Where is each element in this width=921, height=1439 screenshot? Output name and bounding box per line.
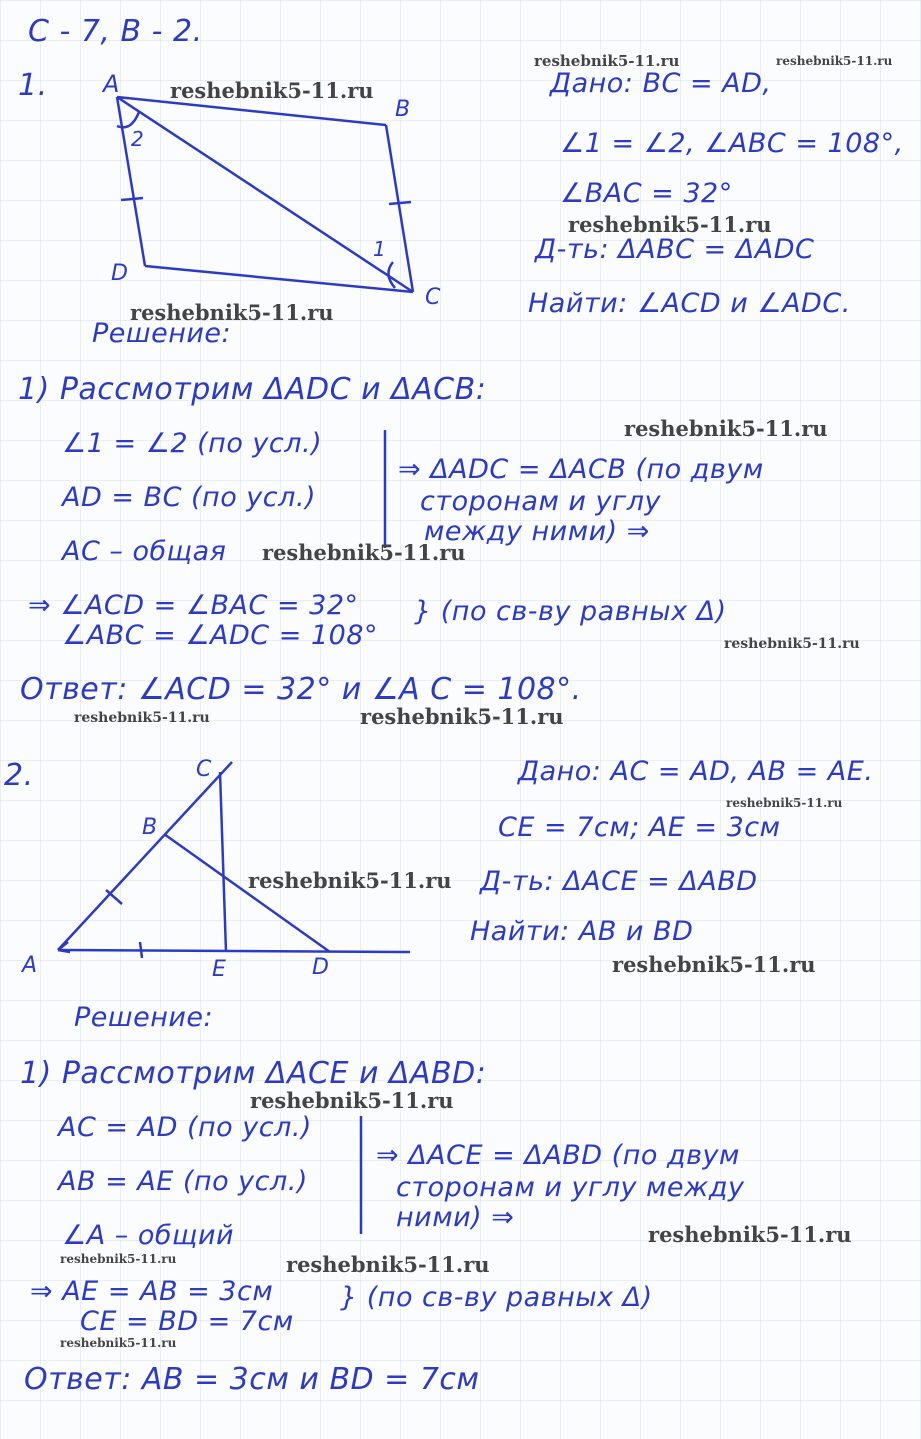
watermark-text: reshebnik5-11.ru <box>568 212 772 237</box>
watermark-text: reshebnik5-11.ru <box>74 710 210 726</box>
problem2-figure <box>18 750 418 980</box>
watermark-text: reshebnik5-11.ru <box>248 868 452 893</box>
watermark-text: reshebnik5-11.ru <box>534 52 680 70</box>
watermark-text: reshebnik5-11.ru <box>612 952 816 977</box>
p2-given-line2: СЕ = 7см; АЕ = 3см <box>498 812 781 843</box>
watermark-text: reshebnik5-11.ru <box>724 636 860 652</box>
p2-step1: 1) Рассмотрим ΔАСЕ и ΔАВD: <box>20 1056 487 1091</box>
angle-2-label: 2 <box>131 127 144 151</box>
vertex-c-label: С <box>196 757 212 782</box>
p1-answer: Ответ: ∠АСD = 32° и ∠А С = 108°. <box>20 672 582 707</box>
header-variant: С - 7, В - 2. <box>28 14 203 49</box>
p2-find: Найти: АВ и ВD <box>470 916 694 947</box>
vertex-b-label: В <box>142 815 158 840</box>
watermark-text: reshebnik5-11.ru <box>60 1336 177 1350</box>
p1-solution-title: Решение: <box>92 318 232 349</box>
vertex-d-label: D <box>312 955 329 980</box>
problem2-number: 2. <box>4 758 34 793</box>
vertex-c-label: С <box>425 285 441 310</box>
p2-answer: Ответ: АВ = 3см и ВD = 7см <box>24 1362 480 1397</box>
p1-given-title: Дано: ВС = АD, <box>550 68 772 99</box>
p1-concl3: между ними) ⇒ <box>424 516 650 547</box>
p2-given-title: Дано: АС = АD, АВ = АЕ. <box>518 756 874 787</box>
p1-res1: ⇒ ∠АСD = ∠ВАС = 32° <box>28 590 359 621</box>
p1-cond2: АD = ВС (по усл.) <box>62 482 316 513</box>
problem1-number: 1. <box>18 68 48 103</box>
segment-bd <box>164 834 330 952</box>
vertex-e-label: Е <box>212 957 226 980</box>
vertex-b-label: В <box>395 97 411 122</box>
p1-concl1: ⇒ ΔАDС = ΔАСВ (по двум <box>398 454 764 485</box>
watermark-text: reshebnik5-11.ru <box>624 416 828 441</box>
p2-res1: ⇒ АЕ = АВ = 3см <box>30 1276 274 1307</box>
watermark-text: reshebnik5-11.ru <box>776 54 893 68</box>
side-cd <box>145 266 413 292</box>
watermark-text: reshebnik5-11.ru <box>286 1252 490 1277</box>
p2-solution-title: Решение: <box>74 1002 214 1033</box>
tick-ae <box>140 942 142 958</box>
p1-prove: Д-ть: ΔАВС = ΔАDС <box>535 234 815 265</box>
watermark-text: reshebnik5-11.ru <box>130 300 334 325</box>
p1-given-line3: ∠ВАС = 32° <box>560 178 733 209</box>
watermark-text: reshebnik5-11.ru <box>250 1088 454 1113</box>
p2-cond3: ∠А – общий <box>62 1220 235 1251</box>
watermark-text: reshebnik5-11.ru <box>262 540 466 565</box>
watermark-text: reshebnik5-11.ru <box>170 78 374 103</box>
p1-system-bar <box>380 430 390 550</box>
p2-cond2: АВ = АЕ (по усл.) <box>58 1166 308 1197</box>
problem1-figure <box>95 70 455 310</box>
vertex-a-label: А <box>22 953 38 978</box>
p2-concl1: ⇒ ΔАСЕ = ΔАВD (по двум <box>376 1140 740 1171</box>
vertex-d-label: D <box>111 261 128 286</box>
p2-system-bar <box>356 1116 366 1236</box>
tick-bc <box>389 202 411 204</box>
p1-cond1: ∠1 = ∠2 (по усл.) <box>62 428 323 459</box>
p2-res2: СЕ = ВD = 7см <box>80 1306 294 1337</box>
p1-find: Найти: ∠АСD и ∠АDС. <box>528 288 851 319</box>
p1-res-reason: } (по св-ву равных Δ) <box>414 596 727 627</box>
p2-prove: Д-ть: ΔАСЕ = ΔАВD <box>480 866 758 897</box>
p1-concl2: сторонам и углу <box>420 486 661 517</box>
watermark-text: reshebnik5-11.ru <box>648 1222 852 1247</box>
watermark-text: reshebnik5-11.ru <box>360 704 564 729</box>
segment-ce <box>220 772 226 952</box>
p1-step1: 1) Рассмотрим ΔАDС и ΔАСВ: <box>18 372 487 407</box>
p1-cond3: АС – общая <box>62 536 227 567</box>
angle-arc-1 <box>388 262 395 288</box>
diagonal-ac <box>117 97 413 292</box>
tick-ad <box>121 198 143 200</box>
ray-ac <box>58 762 232 950</box>
p1-res2: ∠АВС = ∠АDС = 108° <box>62 620 378 651</box>
vertex-a-label: А <box>103 70 120 98</box>
p2-res-reason: } (по св-ву равных Δ) <box>340 1282 653 1313</box>
side-da <box>117 97 145 266</box>
p1-given-line2: ∠1 = ∠2, ∠АВС = 108°, <box>560 128 904 159</box>
watermark-text: reshebnik5-11.ru <box>60 1252 177 1266</box>
p2-concl2: сторонам и углу между <box>396 1172 745 1203</box>
p2-concl3: ними) ⇒ <box>396 1202 515 1233</box>
angle-1-label: 1 <box>373 237 386 261</box>
ray-ad <box>58 950 410 952</box>
p2-cond1: АС = АD (по усл.) <box>58 1112 312 1143</box>
watermark-text: reshebnik5-11.ru <box>726 796 843 810</box>
